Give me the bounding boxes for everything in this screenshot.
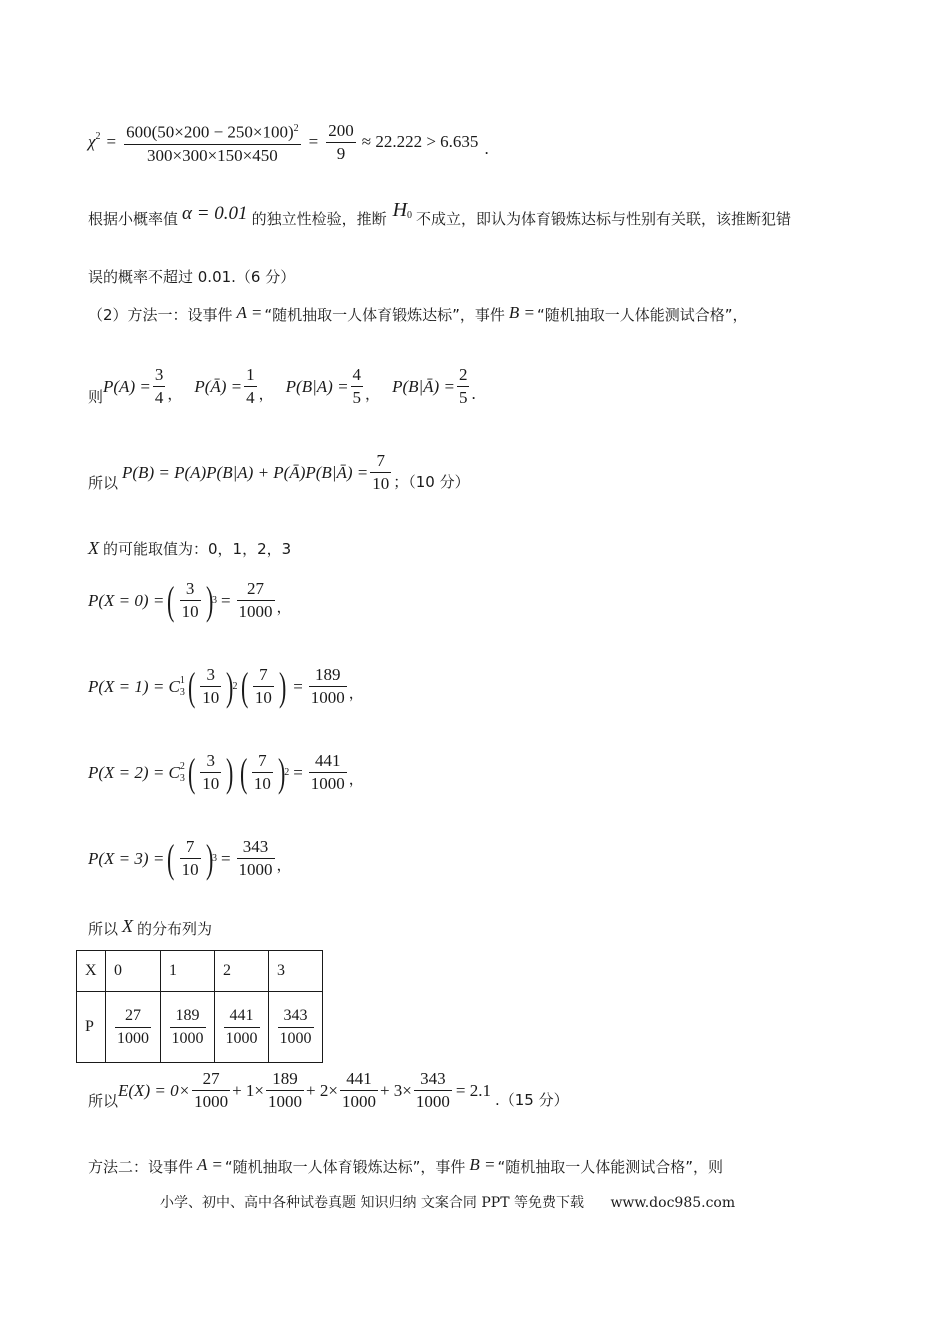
p-x1-equation: P(X = 1) = C 1 3 ( $\frac{3}{10}$ ) 2 ( $\frac{7}{10}$ ) = $\frac{189}{1000}$ ，: [88, 663, 364, 709]
table-header-row: [77, 951, 323, 992]
chi-sup: 2: [95, 130, 101, 142]
conclusion-line-2: 误的概率不超过 0.01.（6 分）: [88, 268, 296, 286]
table-cell: $\frac{343}{1000}$: [269, 992, 323, 1063]
alpha-value: α = 0.01: [182, 202, 248, 224]
method-two-intro: 方法二：设事件 A = “随机抽取一人体育锻炼达标”，事件 B = “随机抽取一人体能测试合格”，则: [88, 1154, 724, 1176]
method-one-intro: （2）方法一：设事件 A = “随机抽取一人体育锻炼达标”，事件 B = “随机抽取一人体能测试合格”，: [88, 302, 748, 324]
footer-link[interactable]: www.doc985.com: [610, 1195, 736, 1211]
table-cell: $\frac{189}{1000}$: [161, 992, 215, 1063]
page-footer: [160, 1192, 735, 1212]
chi-numerator: 600(50×200 − 250×100): [126, 122, 294, 142]
distribution-table: [76, 950, 323, 1063]
conclusion-line-1: 根据小概率值 α = 0.01 的独立性检验，推断 H 0 不成立，即认为体育锻炼达标与性别有关联，该推断犯错: [88, 199, 792, 228]
table-cell: $\frac{441}{1000}$: [215, 992, 269, 1063]
table-cell: 3: [269, 951, 323, 992]
total-probability-line: 所以 P(B) = P(A)P(B|A) + P(Ā)P(B|Ā) = $\frac{7}{10}$ ；（10 分）: [88, 451, 470, 493]
chi-main-fraction: [124, 118, 301, 167]
p-x3-equation: P(X = 3) = ( $\frac{7}{10}$ ) 3 = $\frac{343}{1000}$ ，: [88, 835, 292, 881]
table-cell: 0: [106, 951, 161, 992]
chi-square-equation: χ 2 = $\frac{600(50\times 200 - 250\times 100)^2}{300\times 300\times 150\times 450}$ = $\frac{200}{9}$ ≈ 22.222 > 6.635 .: [88, 118, 489, 167]
chi-symbol: χ: [88, 132, 96, 152]
h0-symbol: H: [392, 199, 408, 221]
p-x0-equation: P(X = 0) = ( $\frac{3}{10}$ ) 3 = $\frac{27}{1000}$ ，: [88, 577, 292, 623]
table-cell: 2: [215, 951, 269, 992]
footer-text: 小学、初中、高中各种试卷真题 知识归纳 文案合同 PPT 等免费下载: [160, 1195, 584, 1211]
table-cell: X: [77, 951, 106, 992]
table-row: [77, 992, 323, 1063]
table-cell: P: [77, 992, 106, 1063]
chi-num-sup: 2: [293, 123, 299, 134]
table-cell: 1: [161, 951, 215, 992]
distribution-title: 所以 X 的分布列为: [88, 916, 213, 938]
probabilities-line: 则 P(A) = $\frac{3}{4}$ ， P(Ā) = $\frac{1}{4}$ ， P(B|A) = $\frac{4}{5}$ ， P(B|Ā) = $\frac{2}{5}$ .: [88, 365, 476, 407]
chi-denominator: 300×300×150×450: [146, 145, 278, 165]
chi-second-fraction: $\frac{200}{9}$: [328, 120, 354, 163]
x-values-line: X 的可能取值为：0，1，2，3: [88, 538, 292, 558]
table-cell: $\frac{27}{1000}$: [106, 992, 161, 1063]
expectation-line: 所以 E(X) = 0× $\frac{27}{1000}$ + 1× $\frac{189}{1000}$ + 2× $\frac{441}{1000}$ + 3× $\frac{343}{1000}$ = 2.1 .（15 分）: [88, 1069, 569, 1111]
chi-result: ≈ 22.222 > 6.635: [361, 132, 479, 152]
p-x2-equation: P(X = 2) = C 2 3 ( $\frac{3}{10}$ ) ( $\frac{7}{10}$ ) 2 = $\frac{441}{1000}$ ，: [88, 749, 364, 795]
